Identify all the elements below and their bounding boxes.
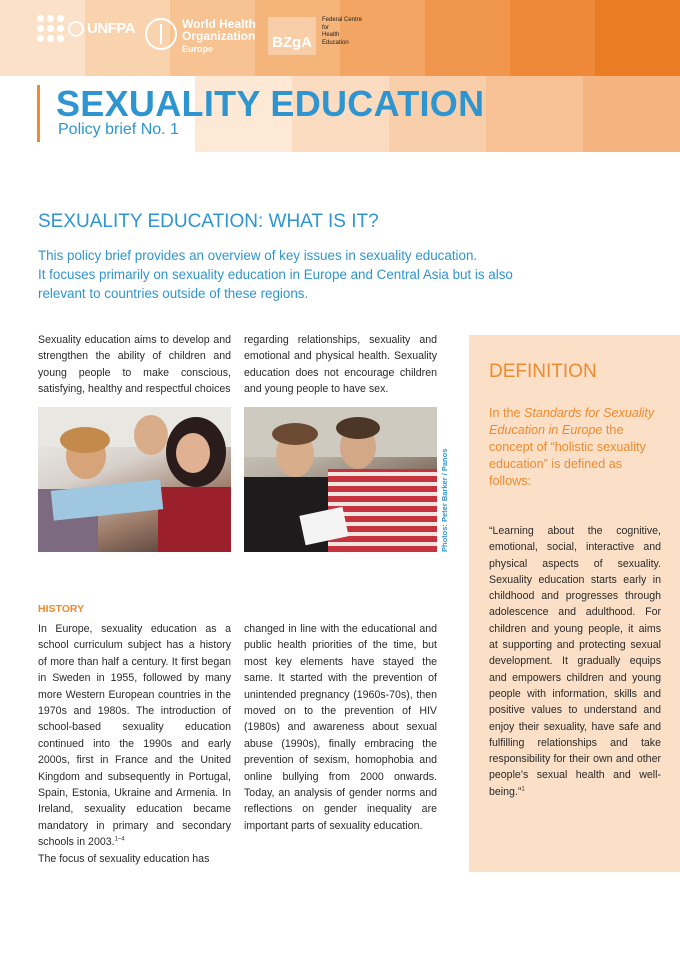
definition-box (469, 335, 680, 872)
history-text-main: In Europe, sexuality education as a school curriculum subject has a history of more than half a century. It first began in Sweden in 1955, followed by many more Western European countries in the 1970s and 1980s. The introduction of school-based sexuality education continued into the 1990s and early 2000s, first in France and the United Kingdom and subsequently in Portugal, Spain, Estonia, Ukraine and Armenia. In Ireland, sexuality education became mandatory in primary and secondary schools in 2003. (38, 623, 231, 849)
section-heading: SEXUALITY EDUCATION: WHAT IS IT? (38, 211, 379, 232)
who-emblem-icon (145, 18, 177, 50)
history-heading: HISTORY (38, 603, 85, 615)
unfpa-dots-icon (37, 15, 64, 42)
who-logo (145, 18, 256, 55)
bzga-wordmark: BZgA (268, 17, 316, 55)
body-text: Sexuality education aims to develop and strengthen the ability of children and young people to make conscious, satisfying, healthy and respectful choices (38, 334, 231, 396)
who-region: Europe (182, 44, 214, 54)
body-column-2 (244, 332, 437, 398)
bzga-description (322, 17, 382, 47)
body-column-1 (38, 332, 231, 398)
definition-intro-post: the concept of “holistic sexuality education” is defined as follows: (489, 423, 646, 488)
definition-title: DEFINITION (489, 361, 597, 382)
definition-intro-pre: In the (489, 406, 525, 420)
intro-paragraph (38, 246, 518, 303)
definition-intro (489, 405, 659, 490)
intro-line: This policy brief provides an overview of key issues in sexuality education. (38, 248, 478, 263)
unfpa-logo (37, 15, 135, 42)
photo-students-boys (244, 407, 437, 552)
bzga-text-line: Health (322, 32, 340, 38)
footnote-ref: 1 (521, 786, 525, 793)
photo-students-girls (38, 407, 231, 552)
photo-credit: Photos: Peter Barker / Panos (440, 448, 449, 552)
definition-quote-text: “Learning about the cognitive, emotional, social, interactive and physical aspects of sexuality. Sexuality education starts early in childhood and progresses through adolescence and adulthood. For children and young people, it aims at supporting and protecting sexual development. It gradually equips and empowers children and young people with information, skills and positive values to understand and enjoy their sexuality, have safe and fulfilling relationships and take responsibility for their own and other people’s sexual health and well-being.” (489, 525, 661, 798)
body-text: regarding relationships, sexuality and emotional and physical health. Sexuality education does not encourage children and young people to have sex. (244, 334, 437, 396)
title-band-tile (486, 76, 583, 152)
un-globe-icon (68, 21, 84, 37)
history-text (38, 621, 231, 851)
definition-quote (489, 523, 661, 800)
intro-line: It focuses primarily on sexuality education in Europe and Central Asia but is also relevant to countries outside of these regions. (38, 267, 513, 301)
history-column-2 (244, 621, 437, 834)
unfpa-wordmark: UNFPA (87, 20, 136, 37)
bzga-text-line: Federal Centre (322, 17, 363, 23)
who-line2: Organization (182, 29, 256, 43)
history-text: changed in line with the educational and public health priorities of the time, but most key elements have stayed the same. It started with the prevention of unintended pregnancy (1960s-70s), then moved on to the prevention of HIV (1980s) and awareness about sexual abuse (1990s), finally embracing the prevention of sexism, homophobia and online bullying from 2000 onwards. Today, an analysis of gender norms and reflections on gender inequality are important parts of sexuality education. (244, 623, 437, 832)
who-wordmark (182, 18, 256, 55)
who-line1: World Health (182, 17, 256, 31)
bzga-logo (268, 17, 382, 55)
page-subtitle: Policy brief No. 1 (58, 121, 179, 138)
page-title: SEXUALITY EDUCATION (56, 83, 485, 124)
title-accent-bar (37, 85, 40, 142)
footnote-ref: 1–4 (114, 836, 125, 843)
logo-bar (0, 0, 680, 76)
title-band-tile (583, 76, 680, 152)
history-column-1 (38, 621, 231, 867)
standards-title: Standards for Sexuality Education in Europe (489, 406, 655, 437)
history-text-tail: The focus of sexuality education has (38, 852, 210, 865)
bzga-text-line: for (322, 24, 330, 31)
bzga-text-line: Education (322, 39, 349, 46)
